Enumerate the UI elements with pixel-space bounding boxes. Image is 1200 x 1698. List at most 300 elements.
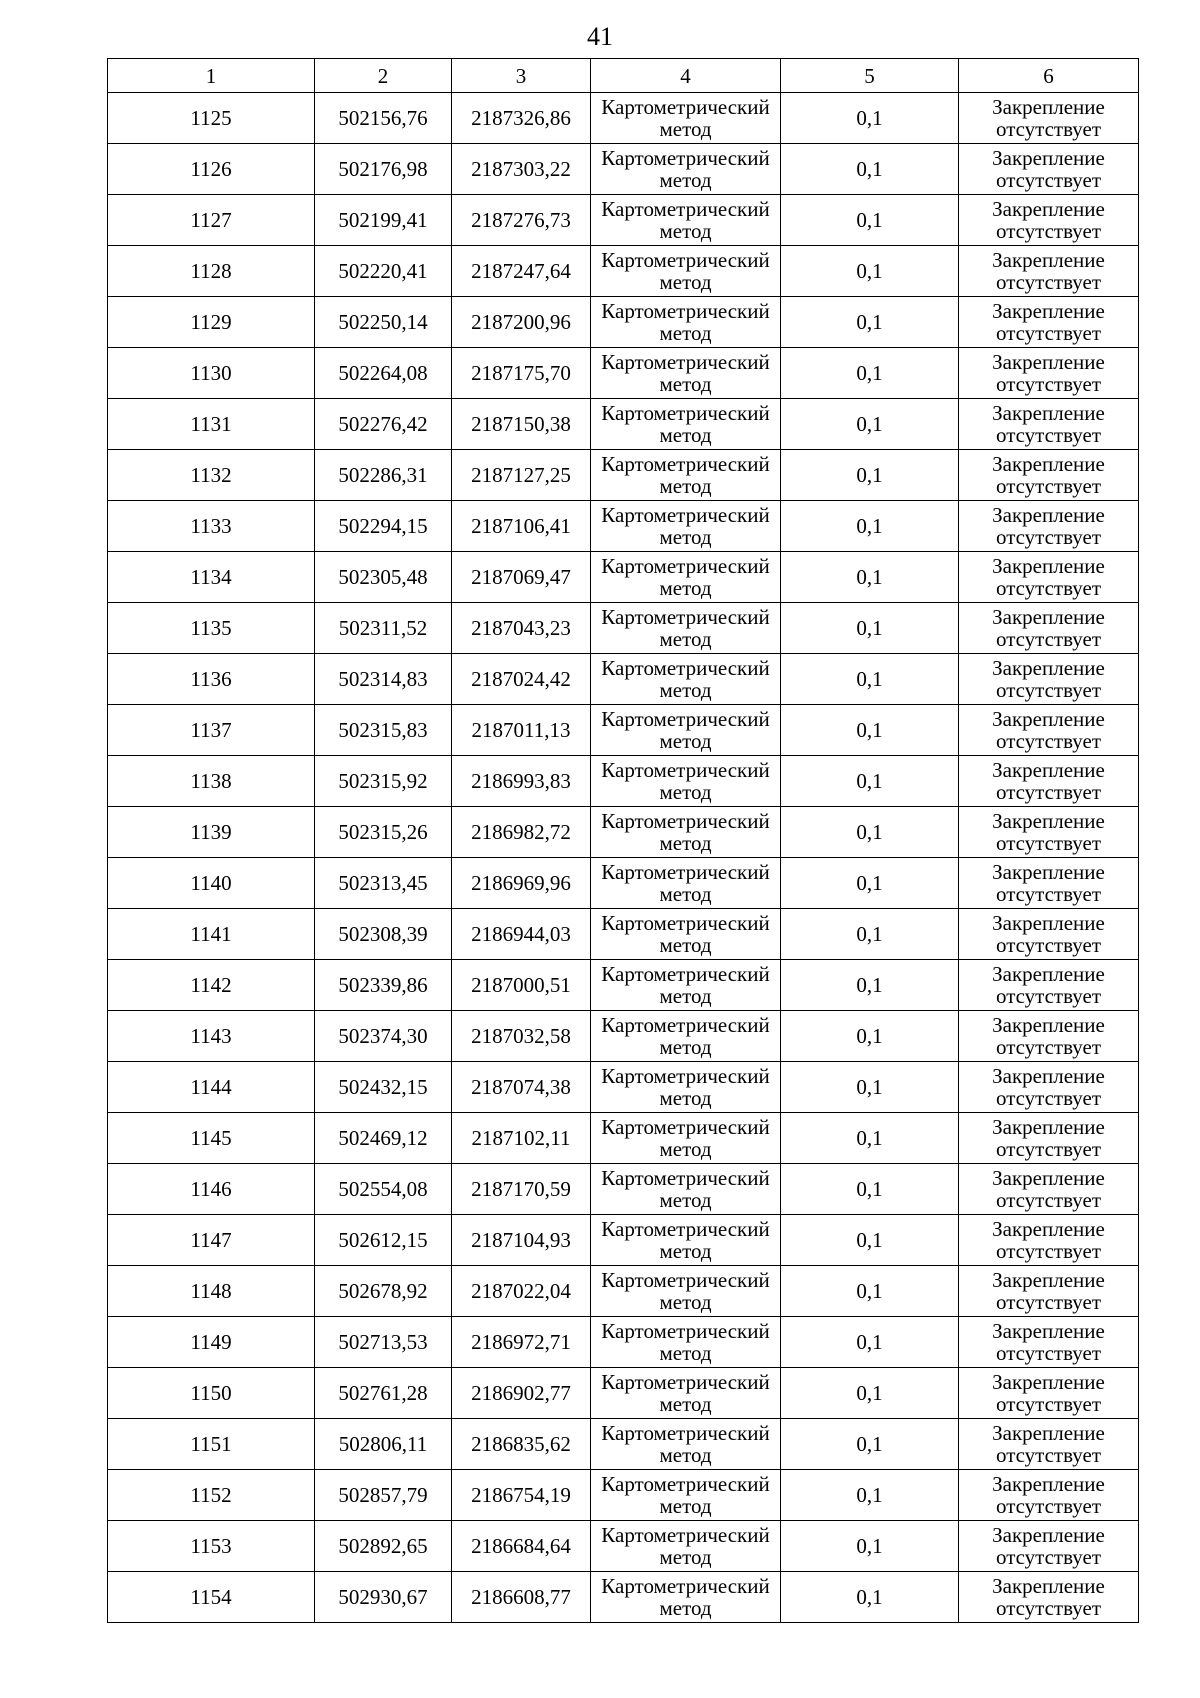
method-cell-line-2: метод xyxy=(659,270,712,294)
method-cell-line-1: Картометрический xyxy=(601,1013,770,1037)
method-cell-line-1: Картометрический xyxy=(601,809,770,833)
table-row xyxy=(108,348,1139,399)
fixing-cell xyxy=(959,1470,1139,1521)
column-header: 2 xyxy=(315,59,452,93)
fixing-cell xyxy=(959,1215,1139,1266)
method-cell xyxy=(591,1215,781,1266)
method-cell-line-1: Картометрический xyxy=(601,248,770,272)
method-cell-line-2: метод xyxy=(659,372,712,396)
fixing-cell xyxy=(959,93,1139,144)
fixing-cell xyxy=(959,1011,1139,1062)
fixing-cell-line-2: отсутствует xyxy=(995,1443,1102,1467)
point-number-cell: 1149 xyxy=(108,1317,315,1368)
method-cell-line-1: Картометрический xyxy=(601,554,770,578)
y-coordinate-cell: 2186982,72 xyxy=(452,807,591,858)
fixing-cell xyxy=(959,501,1139,552)
point-number-cell: 1138 xyxy=(108,756,315,807)
y-coordinate-cell: 2187175,70 xyxy=(452,348,591,399)
accuracy-cell: 0,1 xyxy=(781,1419,959,1470)
method-cell xyxy=(591,1521,781,1572)
method-cell-line-2: метод xyxy=(659,423,712,447)
column-header: 5 xyxy=(781,59,959,93)
point-number-cell: 1145 xyxy=(108,1113,315,1164)
method-cell xyxy=(591,654,781,705)
accuracy-cell: 0,1 xyxy=(781,1521,959,1572)
coordinates-table xyxy=(107,58,1139,1623)
method-cell xyxy=(591,1317,781,1368)
y-coordinate-cell: 2187303,22 xyxy=(452,144,591,195)
method-cell-line-2: метод xyxy=(659,627,712,651)
x-coordinate-cell: 502276,42 xyxy=(315,399,452,450)
method-cell-line-2: метод xyxy=(659,1137,712,1161)
x-coordinate-cell: 502311,52 xyxy=(315,603,452,654)
column-header: 3 xyxy=(452,59,591,93)
point-number-cell: 1126 xyxy=(108,144,315,195)
point-number-cell: 1153 xyxy=(108,1521,315,1572)
x-coordinate-cell: 502930,67 xyxy=(315,1572,452,1623)
y-coordinate-cell: 2187104,93 xyxy=(452,1215,591,1266)
x-coordinate-cell: 502220,41 xyxy=(315,246,452,297)
y-coordinate-cell: 2187011,13 xyxy=(452,705,591,756)
accuracy-cell: 0,1 xyxy=(781,297,959,348)
column-header: 4 xyxy=(591,59,781,93)
accuracy-cell: 0,1 xyxy=(781,399,959,450)
x-coordinate-cell: 502469,12 xyxy=(315,1113,452,1164)
fixing-cell-line-1: Закрепление xyxy=(992,350,1105,374)
table-row xyxy=(108,1572,1139,1623)
x-coordinate-cell: 502678,92 xyxy=(315,1266,452,1317)
accuracy-cell: 0,1 xyxy=(781,1572,959,1623)
x-coordinate-cell: 502199,41 xyxy=(315,195,452,246)
method-cell xyxy=(591,705,781,756)
page-number: 41 xyxy=(587,22,613,51)
method-cell-line-2: метод xyxy=(659,1596,712,1620)
method-cell-line-2: метод xyxy=(659,219,712,243)
fixing-cell-line-1: Закрепление xyxy=(992,248,1105,272)
fixing-cell-line-1: Закрепление xyxy=(992,503,1105,527)
x-coordinate-cell: 502892,65 xyxy=(315,1521,452,1572)
fixing-cell-line-1: Закрепление xyxy=(992,962,1105,986)
fixing-cell-line-2: отсутствует xyxy=(995,321,1102,345)
method-cell-line-1: Картометрический xyxy=(601,503,770,527)
method-cell-line-1: Картометрический xyxy=(601,146,770,170)
x-coordinate-cell: 502761,28 xyxy=(315,1368,452,1419)
fixing-cell xyxy=(959,399,1139,450)
method-cell-line-1: Картометрический xyxy=(601,1370,770,1394)
x-coordinate-cell: 502315,92 xyxy=(315,756,452,807)
y-coordinate-cell: 2187102,11 xyxy=(452,1113,591,1164)
fixing-cell-line-2: отсутствует xyxy=(995,1137,1102,1161)
fixing-cell-line-2: отсутствует xyxy=(995,576,1102,600)
point-number-cell: 1133 xyxy=(108,501,315,552)
fixing-cell xyxy=(959,1113,1139,1164)
point-number-cell: 1131 xyxy=(108,399,315,450)
accuracy-cell: 0,1 xyxy=(781,1317,959,1368)
fixing-cell-line-1: Закрепление xyxy=(992,197,1105,221)
accuracy-cell: 0,1 xyxy=(781,144,959,195)
method-cell-line-1: Картометрический xyxy=(601,401,770,425)
method-cell-line-1: Картометрический xyxy=(601,350,770,374)
method-cell xyxy=(591,1266,781,1317)
column-header: 1 xyxy=(108,59,315,93)
method-cell-line-2: метод xyxy=(659,1341,712,1365)
method-cell xyxy=(591,1572,781,1623)
method-cell-line-1: Картометрический xyxy=(601,1268,770,1292)
x-coordinate-cell: 502806,11 xyxy=(315,1419,452,1470)
accuracy-cell: 0,1 xyxy=(781,909,959,960)
method-cell xyxy=(591,348,781,399)
method-cell-line-1: Картометрический xyxy=(601,1523,770,1547)
fixing-cell-line-2: отсутствует xyxy=(995,1494,1102,1518)
fixing-cell-line-2: отсутствует xyxy=(995,117,1102,141)
table-row xyxy=(108,93,1139,144)
fixing-cell-line-2: отсутствует xyxy=(995,882,1102,906)
method-cell-line-2: метод xyxy=(659,780,712,804)
fixing-cell-line-1: Закрепление xyxy=(992,1319,1105,1343)
fixing-cell-line-1: Закрепление xyxy=(992,554,1105,578)
accuracy-cell: 0,1 xyxy=(781,195,959,246)
table-row xyxy=(108,1164,1139,1215)
method-cell xyxy=(591,1368,781,1419)
method-cell xyxy=(591,246,781,297)
x-coordinate-cell: 502314,83 xyxy=(315,654,452,705)
accuracy-cell: 0,1 xyxy=(781,246,959,297)
method-cell-line-1: Картометрический xyxy=(601,95,770,119)
table-row xyxy=(108,1113,1139,1164)
fixing-cell-line-2: отсутствует xyxy=(995,474,1102,498)
method-cell-line-1: Картометрический xyxy=(601,911,770,935)
method-cell xyxy=(591,195,781,246)
point-number-cell: 1142 xyxy=(108,960,315,1011)
y-coordinate-cell: 2187247,64 xyxy=(452,246,591,297)
y-coordinate-cell: 2187276,73 xyxy=(452,195,591,246)
accuracy-cell: 0,1 xyxy=(781,501,959,552)
table-row xyxy=(108,1470,1139,1521)
method-cell xyxy=(591,501,781,552)
method-cell-line-1: Картометрический xyxy=(601,1421,770,1445)
accuracy-cell: 0,1 xyxy=(781,1011,959,1062)
fixing-cell-line-1: Закрепление xyxy=(992,707,1105,731)
y-coordinate-cell: 2187200,96 xyxy=(452,297,591,348)
x-coordinate-cell: 502315,26 xyxy=(315,807,452,858)
method-cell-line-1: Картометрический xyxy=(601,1319,770,1343)
fixing-cell-line-1: Закрепление xyxy=(992,1064,1105,1088)
method-cell-line-2: метод xyxy=(659,1494,712,1518)
method-cell-line-2: метод xyxy=(659,576,712,600)
method-cell xyxy=(591,144,781,195)
table-row xyxy=(108,756,1139,807)
fixing-cell-line-1: Закрепление xyxy=(992,299,1105,323)
x-coordinate-cell: 502264,08 xyxy=(315,348,452,399)
y-coordinate-cell: 2186944,03 xyxy=(452,909,591,960)
accuracy-cell: 0,1 xyxy=(781,1470,959,1521)
x-coordinate-cell: 502294,15 xyxy=(315,501,452,552)
method-cell xyxy=(591,552,781,603)
accuracy-cell: 0,1 xyxy=(781,1062,959,1113)
fixing-cell-line-2: отсутствует xyxy=(995,1239,1102,1263)
accuracy-cell: 0,1 xyxy=(781,450,959,501)
method-cell-line-1: Картометрический xyxy=(601,656,770,680)
fixing-cell-line-1: Закрепление xyxy=(992,95,1105,119)
table-row xyxy=(108,1215,1139,1266)
point-number-cell: 1139 xyxy=(108,807,315,858)
fixing-cell xyxy=(959,246,1139,297)
y-coordinate-cell: 2187074,38 xyxy=(452,1062,591,1113)
accuracy-cell: 0,1 xyxy=(781,1368,959,1419)
fixing-cell xyxy=(959,348,1139,399)
table-row xyxy=(108,960,1139,1011)
table-row xyxy=(108,603,1139,654)
fixing-cell-line-2: отсутствует xyxy=(995,423,1102,447)
method-cell xyxy=(591,1164,781,1215)
x-coordinate-cell: 502308,39 xyxy=(315,909,452,960)
table-row xyxy=(108,1062,1139,1113)
method-cell-line-2: метод xyxy=(659,168,712,192)
fixing-cell-line-2: отсутствует xyxy=(995,1596,1102,1620)
accuracy-cell: 0,1 xyxy=(781,93,959,144)
table-row xyxy=(108,552,1139,603)
accuracy-cell: 0,1 xyxy=(781,603,959,654)
table-row xyxy=(108,450,1139,501)
table-row xyxy=(108,1266,1139,1317)
method-cell xyxy=(591,1470,781,1521)
x-coordinate-cell: 502554,08 xyxy=(315,1164,452,1215)
method-cell-line-2: метод xyxy=(659,525,712,549)
method-cell xyxy=(591,93,781,144)
method-cell-line-2: метод xyxy=(659,1443,712,1467)
method-cell-line-1: Картометрический xyxy=(601,452,770,476)
accuracy-cell: 0,1 xyxy=(781,1164,959,1215)
fixing-cell-line-2: отсутствует xyxy=(995,1290,1102,1314)
fixing-cell xyxy=(959,195,1139,246)
method-cell-line-1: Картометрический xyxy=(601,860,770,884)
fixing-cell-line-1: Закрепление xyxy=(992,401,1105,425)
point-number-cell: 1130 xyxy=(108,348,315,399)
fixing-cell xyxy=(959,297,1139,348)
fixing-cell-line-1: Закрепление xyxy=(992,860,1105,884)
point-number-cell: 1140 xyxy=(108,858,315,909)
point-number-cell: 1125 xyxy=(108,93,315,144)
table-row xyxy=(108,909,1139,960)
fixing-cell xyxy=(959,909,1139,960)
point-number-cell: 1150 xyxy=(108,1368,315,1419)
y-coordinate-cell: 2187000,51 xyxy=(452,960,591,1011)
method-cell-line-1: Картометрический xyxy=(601,758,770,782)
table-row xyxy=(108,399,1139,450)
method-cell-line-2: метод xyxy=(659,831,712,855)
table-row xyxy=(108,1317,1139,1368)
table-row xyxy=(108,195,1139,246)
fixing-cell xyxy=(959,1266,1139,1317)
fixing-cell-line-2: отсутствует xyxy=(995,729,1102,753)
fixing-cell-line-2: отсутствует xyxy=(995,780,1102,804)
y-coordinate-cell: 2187127,25 xyxy=(452,450,591,501)
method-cell xyxy=(591,909,781,960)
fixing-cell xyxy=(959,807,1139,858)
y-coordinate-cell: 2186835,62 xyxy=(452,1419,591,1470)
fixing-cell xyxy=(959,1368,1139,1419)
table-row xyxy=(108,1011,1139,1062)
fixing-cell xyxy=(959,1164,1139,1215)
fixing-cell-line-1: Закрепление xyxy=(992,452,1105,476)
point-number-cell: 1134 xyxy=(108,552,315,603)
method-cell-line-1: Картометрический xyxy=(601,197,770,221)
x-coordinate-cell: 502286,31 xyxy=(315,450,452,501)
y-coordinate-cell: 2186754,19 xyxy=(452,1470,591,1521)
x-coordinate-cell: 502315,83 xyxy=(315,705,452,756)
method-cell xyxy=(591,603,781,654)
fixing-cell-line-2: отсутствует xyxy=(995,1086,1102,1110)
fixing-cell-line-1: Закрепление xyxy=(992,1370,1105,1394)
method-cell-line-2: метод xyxy=(659,1545,712,1569)
accuracy-cell: 0,1 xyxy=(781,1266,959,1317)
fixing-cell-line-2: отсутствует xyxy=(995,1392,1102,1416)
x-coordinate-cell: 502250,14 xyxy=(315,297,452,348)
method-cell-line-2: метод xyxy=(659,117,712,141)
y-coordinate-cell: 2187022,04 xyxy=(452,1266,591,1317)
fixing-cell-line-1: Закрепление xyxy=(992,1472,1105,1496)
y-coordinate-cell: 2186684,64 xyxy=(452,1521,591,1572)
method-cell xyxy=(591,756,781,807)
x-coordinate-cell: 502176,98 xyxy=(315,144,452,195)
fixing-cell-line-2: отсутствует xyxy=(995,1341,1102,1365)
point-number-cell: 1143 xyxy=(108,1011,315,1062)
method-cell-line-2: метод xyxy=(659,474,712,498)
fixing-cell xyxy=(959,144,1139,195)
method-cell-line-1: Картометрический xyxy=(601,1574,770,1598)
x-coordinate-cell: 502857,79 xyxy=(315,1470,452,1521)
method-cell-line-2: метод xyxy=(659,321,712,345)
method-cell xyxy=(591,1113,781,1164)
fixing-cell xyxy=(959,1062,1139,1113)
fixing-cell-line-2: отсутствует xyxy=(995,678,1102,702)
fixing-cell-line-2: отсутствует xyxy=(995,933,1102,957)
fixing-cell-line-1: Закрепление xyxy=(992,809,1105,833)
fixing-cell-line-1: Закрепление xyxy=(992,146,1105,170)
method-cell-line-1: Картометрический xyxy=(601,707,770,731)
table-row xyxy=(108,858,1139,909)
fixing-cell xyxy=(959,1572,1139,1623)
fixing-cell-line-2: отсутствует xyxy=(995,270,1102,294)
table-row xyxy=(108,807,1139,858)
method-cell-line-2: метод xyxy=(659,882,712,906)
method-cell-line-2: метод xyxy=(659,1086,712,1110)
method-cell-line-2: метод xyxy=(659,1188,712,1212)
point-number-cell: 1136 xyxy=(108,654,315,705)
fixing-cell xyxy=(959,1419,1139,1470)
method-cell xyxy=(591,297,781,348)
method-cell-line-2: метод xyxy=(659,678,712,702)
fixing-cell-line-2: отсутствует xyxy=(995,1188,1102,1212)
method-cell xyxy=(591,960,781,1011)
point-number-cell: 1152 xyxy=(108,1470,315,1521)
fixing-cell-line-2: отсутствует xyxy=(995,984,1102,1008)
point-number-cell: 1127 xyxy=(108,195,315,246)
fixing-cell-line-2: отсутствует xyxy=(995,219,1102,243)
accuracy-cell: 0,1 xyxy=(781,1113,959,1164)
y-coordinate-cell: 2187170,59 xyxy=(452,1164,591,1215)
table-row xyxy=(108,246,1139,297)
y-coordinate-cell: 2187032,58 xyxy=(452,1011,591,1062)
method-cell-line-1: Картометрический xyxy=(601,962,770,986)
point-number-cell: 1135 xyxy=(108,603,315,654)
point-number-cell: 1144 xyxy=(108,1062,315,1113)
y-coordinate-cell: 2187326,86 xyxy=(452,93,591,144)
fixing-cell xyxy=(959,450,1139,501)
point-number-cell: 1141 xyxy=(108,909,315,960)
fixing-cell-line-1: Закрепление xyxy=(992,1268,1105,1292)
method-cell-line-1: Картометрический xyxy=(601,1064,770,1088)
fixing-cell-line-2: отсутствует xyxy=(995,525,1102,549)
y-coordinate-cell: 2186608,77 xyxy=(452,1572,591,1623)
fixing-cell xyxy=(959,756,1139,807)
fixing-cell-line-1: Закрепление xyxy=(992,1013,1105,1037)
method-cell-line-1: Картометрический xyxy=(601,605,770,629)
accuracy-cell: 0,1 xyxy=(781,1215,959,1266)
point-number-cell: 1154 xyxy=(108,1572,315,1623)
method-cell-line-1: Картометрический xyxy=(601,1217,770,1241)
x-coordinate-cell: 502713,53 xyxy=(315,1317,452,1368)
y-coordinate-cell: 2187043,23 xyxy=(452,603,591,654)
table-row xyxy=(108,144,1139,195)
point-number-cell: 1151 xyxy=(108,1419,315,1470)
fixing-cell-line-2: отсутствует xyxy=(995,627,1102,651)
fixing-cell-line-1: Закрепление xyxy=(992,605,1105,629)
y-coordinate-cell: 2186969,96 xyxy=(452,858,591,909)
accuracy-cell: 0,1 xyxy=(781,807,959,858)
fixing-cell-line-2: отсутствует xyxy=(995,831,1102,855)
fixing-cell xyxy=(959,654,1139,705)
method-cell-line-2: метод xyxy=(659,933,712,957)
table-row xyxy=(108,1419,1139,1470)
x-coordinate-cell: 502156,76 xyxy=(315,93,452,144)
fixing-cell-line-1: Закрепление xyxy=(992,1217,1105,1241)
method-cell xyxy=(591,450,781,501)
method-cell-line-2: метод xyxy=(659,984,712,1008)
accuracy-cell: 0,1 xyxy=(781,858,959,909)
table-row xyxy=(108,1368,1139,1419)
x-coordinate-cell: 502374,30 xyxy=(315,1011,452,1062)
table-row xyxy=(108,501,1139,552)
method-cell-line-2: метод xyxy=(659,1392,712,1416)
x-coordinate-cell: 502313,45 xyxy=(315,858,452,909)
y-coordinate-cell: 2186972,71 xyxy=(452,1317,591,1368)
point-number-cell: 1129 xyxy=(108,297,315,348)
accuracy-cell: 0,1 xyxy=(781,552,959,603)
accuracy-cell: 0,1 xyxy=(781,756,959,807)
method-cell-line-1: Картометрический xyxy=(601,299,770,323)
point-number-cell: 1132 xyxy=(108,450,315,501)
table-row xyxy=(108,1521,1139,1572)
y-coordinate-cell: 2186902,77 xyxy=(452,1368,591,1419)
y-coordinate-cell: 2187106,41 xyxy=(452,501,591,552)
method-cell xyxy=(591,1011,781,1062)
method-cell xyxy=(591,399,781,450)
x-coordinate-cell: 502339,86 xyxy=(315,960,452,1011)
y-coordinate-cell: 2187069,47 xyxy=(452,552,591,603)
x-coordinate-cell: 502305,48 xyxy=(315,552,452,603)
x-coordinate-cell: 502612,15 xyxy=(315,1215,452,1266)
fixing-cell-line-2: отсутствует xyxy=(995,168,1102,192)
fixing-cell-line-2: отсутствует xyxy=(995,1545,1102,1569)
y-coordinate-cell: 2187024,42 xyxy=(452,654,591,705)
method-cell xyxy=(591,1419,781,1470)
fixing-cell xyxy=(959,705,1139,756)
accuracy-cell: 0,1 xyxy=(781,654,959,705)
x-coordinate-cell: 502432,15 xyxy=(315,1062,452,1113)
table-row xyxy=(108,297,1139,348)
fixing-cell xyxy=(959,1317,1139,1368)
